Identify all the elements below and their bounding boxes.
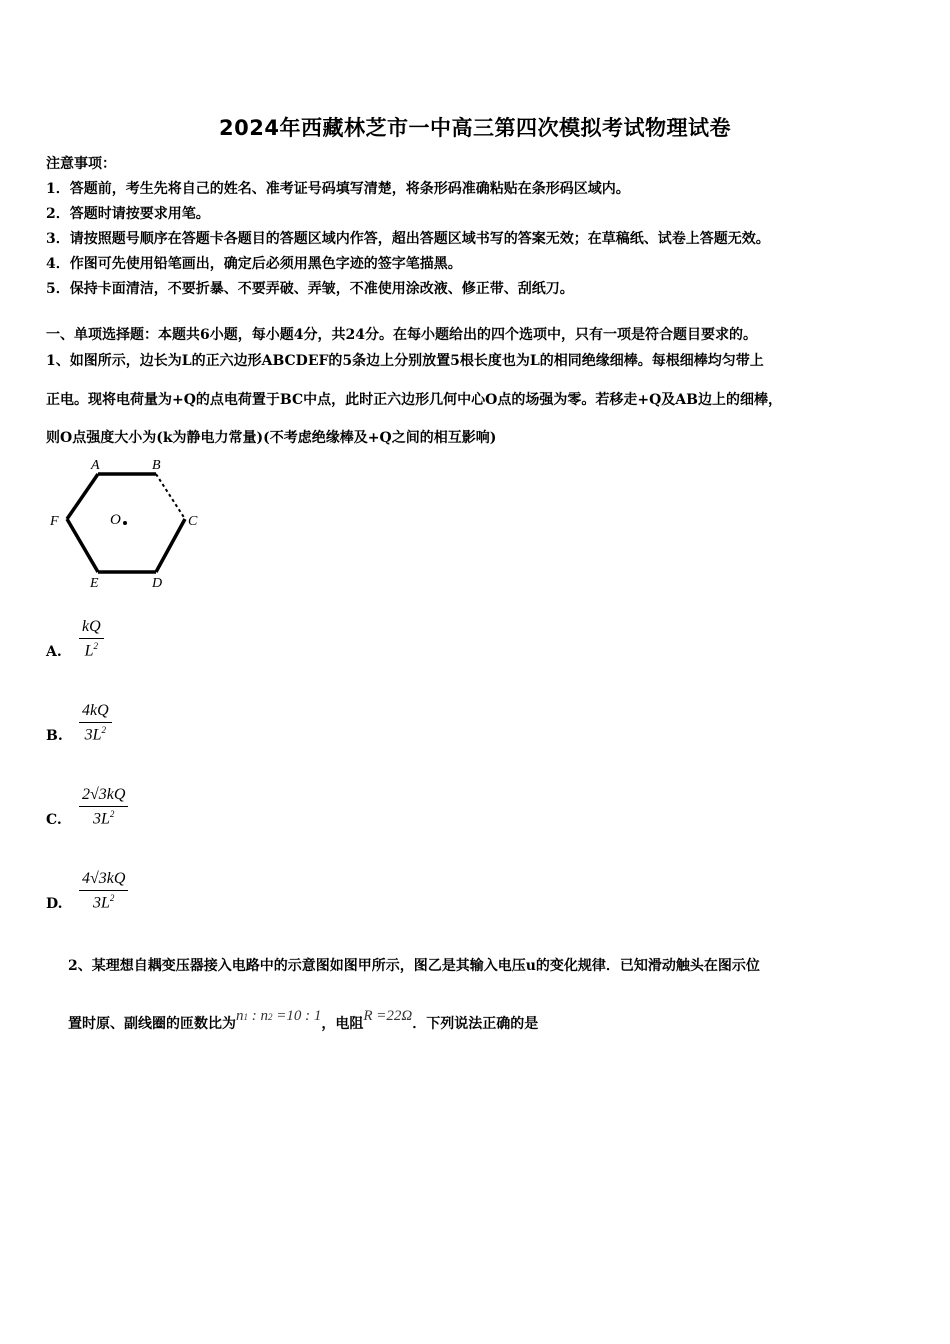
denominator-base: L — [84, 642, 94, 660]
formula-numerator: kQ — [82, 618, 101, 635]
notes-heading: 注意事项： — [46, 156, 116, 172]
edge-bc-dashed — [156, 474, 185, 519]
option-formula — [79, 870, 128, 912]
ratio-value: =10 : 1 — [272, 1008, 322, 1024]
q1-text-line2: 正电。现将电荷量为+Q的点电荷置于BC中点，此时正六边形几何中心O点的场强为零。若移走+Q及AB边上的细棒， — [46, 392, 782, 408]
ratio-n2: : n — [248, 1008, 268, 1024]
option-label: C. — [46, 812, 62, 828]
formula-numerator: 4kQ — [82, 702, 109, 719]
hexagon-figure — [46, 455, 216, 590]
formula-denominator — [79, 806, 128, 828]
edge-ef — [67, 519, 98, 572]
section-heading: 一、单项选择题：本题共6小题，每小题4分，共24分。在每小题给出的四个选项中，只有一项是符合题目要求的。 — [46, 327, 757, 343]
center-point — [123, 521, 127, 525]
ratio-n1: n — [236, 1008, 244, 1024]
denominator-base: 3L — [84, 726, 102, 744]
formula-denominator — [79, 890, 128, 912]
ratio-subscript: 1 — [243, 1012, 248, 1022]
denominator-exponent: 2 — [109, 893, 115, 903]
vertex-label-f: F — [50, 514, 59, 529]
ratio-subscript: 2 — [268, 1012, 273, 1022]
formula-denominator — [79, 722, 112, 744]
q1-text-line1: 1、如图所示，边长为L的正六边形ABCDEF的5条边上分别放置5根长度也为L的相同绝缘细棒。每根细棒均匀带上 — [46, 353, 764, 369]
option-label: D. — [46, 896, 63, 912]
note-item: 1．答题前，考生先将自己的姓名、准考证号码填写清楚，将条形码准确粘贴在条形码区域内。 — [46, 181, 630, 197]
q2-text-part: ．下列说法正确的是 — [412, 1016, 539, 1032]
q2-text-part: ，电阻 — [321, 1016, 364, 1032]
vertex-label-c: C — [188, 514, 198, 529]
vertex-label-b: B — [152, 458, 161, 473]
q2-text-line1: 2、某理想自耦变压器接入电路中的示意图如图甲所示，图乙是其输入电压u的变化规律．已知滑动触头在图示位 — [68, 958, 760, 974]
q1-text-line3: 则O点强度大小为(k为静电力常量)(不考虑绝缘棒及+Q之间的相互影响) — [46, 430, 497, 446]
note-item: 3．请按照题号顺序在答题卡各题目的答题区域内作答，超出答题区域书写的答案无效；在草稿纸、试卷上答题无效。 — [46, 231, 770, 247]
option-label: A. — [46, 644, 62, 660]
vertex-label-a: A — [91, 458, 100, 473]
page-title: 2024年西藏林芝市一中高三第四次模拟考试物理试卷 — [219, 116, 731, 140]
edge-fa — [67, 474, 98, 519]
option-formula — [79, 618, 104, 660]
vertex-label-d: D — [152, 576, 163, 590]
q2-text-part: 置时原、副线圈的匝数比为 — [68, 1016, 236, 1032]
note-item: 5．保持卡面清洁，不要折暴、不要弄破、弄皱，不准使用涂改液、修正带、刮纸刀。 — [46, 281, 574, 297]
edge-cd — [156, 519, 185, 572]
note-item: 2．答题时请按要求用笔。 — [46, 206, 210, 222]
denominator-exponent: 2 — [109, 809, 115, 819]
center-label-o: O — [110, 512, 121, 528]
formula-numerator: 2√3kQ — [82, 786, 126, 803]
denominator-base: 3L — [93, 894, 110, 912]
option-formula — [79, 702, 112, 744]
resistor-formula: R =22Ω — [363, 1008, 413, 1024]
notes-section — [46, 152, 916, 302]
formula-numerator: 4√3kQ — [82, 870, 126, 887]
formula-denominator — [79, 638, 104, 660]
denominator-exponent: 2 — [101, 725, 107, 735]
note-item: 4．作图可先使用铅笔画出，确定后必须用黑色字迹的签字笔描黑。 — [46, 256, 462, 272]
denominator-exponent: 2 — [93, 641, 99, 651]
q2-text-line2 — [68, 1008, 538, 1033]
option-label: B. — [46, 728, 63, 744]
vertex-label-e: E — [90, 576, 99, 590]
turns-ratio-formula — [236, 1008, 321, 1024]
denominator-base: 3L — [93, 810, 110, 828]
option-formula — [79, 786, 128, 828]
